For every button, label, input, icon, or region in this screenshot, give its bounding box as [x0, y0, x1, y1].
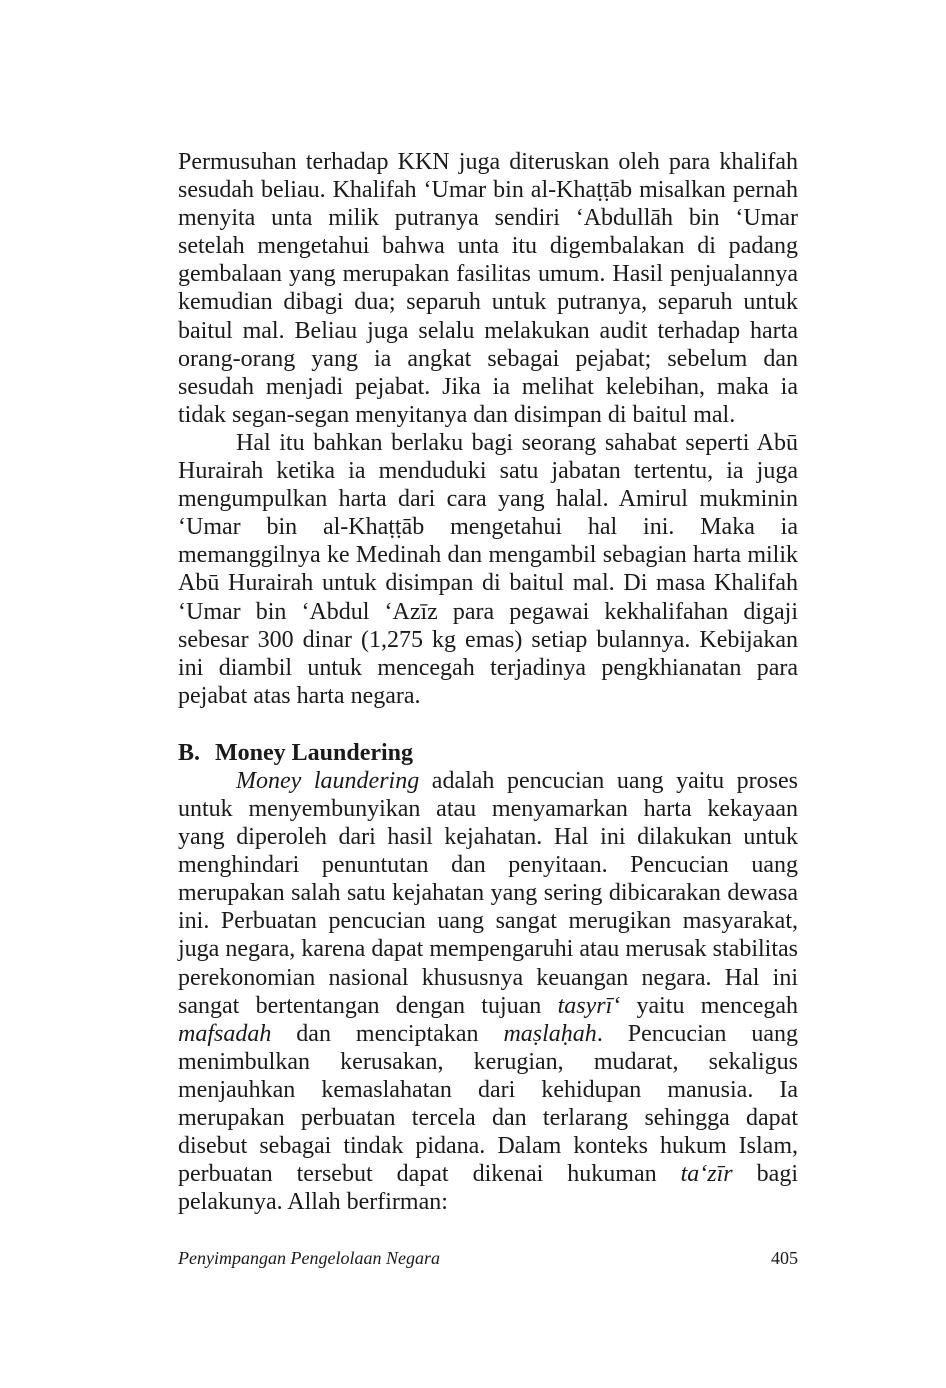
term-mafsadah: mafsadah — [178, 1020, 272, 1047]
page-body — [178, 148, 798, 1216]
paragraph-1-text: Permusuhan terhadap KKN juga diteruskan oleh para khalifah sesudah beliau. Khalifah ‘Umar bin al-Khaṭṭāb misalkan pernah menyita unta milik putranya sendiri ‘Abdullāh bin ‘Umar setelah mengetahui bahwa unta itu digembalakan di padang gembalaan yang merupakan fasilitas umum. Hasil penjualannya kemudian dibagi dua; separuh untuk putranya, separuh untuk baitul mal. Beliau juga selalu melakukan audit terhadap harta orang-orang yang ia angkat sebagai pejabat; sebelum dan sesudah menjadi pejabat. Jika ia melihat kelebihan, maka ia tidak segan-segan menyitanya dan disimpan di baitul mal. — [178, 149, 798, 428]
paragraph-2 — [178, 429, 798, 710]
section-heading — [178, 739, 798, 767]
section-title: Money Laundering — [215, 739, 414, 766]
paragraph-2-text: Hal itu bahkan berlaku bagi seorang sahabat seperti Abū Hurairah ketika ia menduduki satu jabatan tertentu, ia juga mengumpulkan harta dari cara yang halal. Amirul mukminin ‘Umar bin al-Khaṭṭāb mengetahui hal ini. Maka ia memanggilnya ke Medinah dan mengambil sebagian harta milik Abū Hurairah untuk disimpan di baitul mal. Di masa Khalifah ‘Umar bin ‘Abdul ‘Azīz para pegawai kekhalifahan digaji sebesar 300 dinar (1,275 kg emas) setiap bulannya. Kebijakan ini diambil untuk mencegah terjadinya pengkhianatan para pejabat atas harta negara. — [178, 429, 798, 709]
page-footer — [178, 1247, 798, 1269]
running-title: Penyimpangan Pengelolaan Negara — [178, 1248, 440, 1268]
text-run: bagi pelakunya. Allah berfirman: — [178, 1161, 798, 1216]
section-paragraph — [178, 767, 798, 1217]
paragraph-1 — [178, 148, 798, 429]
page-number: 405 — [771, 1248, 798, 1268]
term-money-laundering: Money laundering — [236, 767, 420, 794]
text-run: adalah pencucian uang yaitu proses untuk menyembunyikan atau menyamarkan harta kekayaan yang diperoleh dari hasil kejahatan. Hal ini dilakukan untuk menghindari penuntutan dan penyitaan. Pencucian uang merupakan salah satu kejahatan yang sering dibicarakan dewasa ini. Perbuatan pencucian uang sangat merugikan masyarakat, juga negara, karena dapat mempengaruhi atau merusak stabilitas perekonomian nasional khususnya keuangan negara. Hal ini sangat bertentangan dengan tujuan — [178, 767, 799, 1019]
term-tazir: ta‘zīr — [680, 1161, 733, 1188]
term-maslahah: maṣlaḥah — [503, 1020, 597, 1047]
text-run: dan menciptakan — [271, 1020, 504, 1047]
text-run: . Pencucian uang menimbulkan kerusakan, kerugian, mudarat, sekaligus menjauhkan kemaslahatan dari kehidupan manusia. Ia merupakan perbuatan tercela dan terlarang sehingga dapat disebut sebagai tindak pidana. Dalam konteks hukum Islam, perbuatan tersebut dapat dikenai hukuman — [178, 1020, 798, 1188]
text-run: yaitu mencegah — [620, 992, 799, 1019]
term-tasyri: tasyrī‘ — [557, 992, 621, 1019]
section-number: B. — [178, 739, 201, 766]
